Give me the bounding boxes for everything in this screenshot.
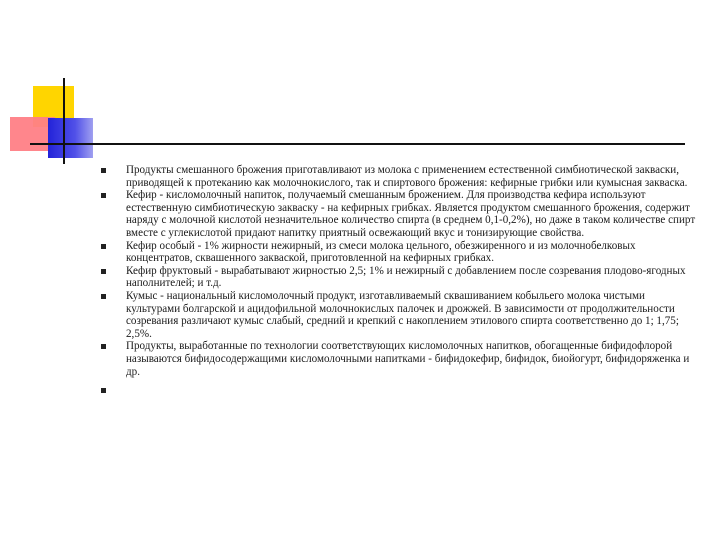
square-bullet-icon [101,269,106,274]
square-bullet-icon [101,244,106,249]
paragraph-text: Кумыс - национальный кисломолочный продукт, изготавливаемый сквашиванием кобыльего молока чистыми культурами болгарской и ацидофильной молочнокислых палочек и дрожжей. В зависимости от продолжительности созревания различают кумыс слабый, средний и крепкий с накоплением этилового спирта соответственно до 1; 1,75; 2,5%. [126,289,679,340]
slide-logo-decoration [0,0,720,170]
paragraph-text: Продукты смешанного брожения приготавливают из молока с применением естественной симбиотической закваски, приводящей к протеканию как молочнокислого, так и спиртового брожения: кефирные грибки или кумысная закваска. [126,164,688,189]
square-bullet-icon [101,344,106,349]
list-item-empty [101,384,701,397]
blue-gradient-square [48,118,93,158]
vertical-rule [63,78,65,164]
square-bullet-icon [101,388,106,393]
paragraph-text: Кефир - кисломолочный напиток, получаемый смешанным брожением. Для производства кефира используют естественную симбиотическую закваску - на кефирных грибках. Является продуктом смешанного брожения, содержит наряду с молочной кислотой незначительное количество спирта (в среднем 0,1-0,2%), но даже в таком количестве спирт вместе с углекислотой придают напитку приятный освежающий вкус и тонизирующие свойства. [126,189,696,239]
list-item [101,240,701,265]
square-bullet-icon [101,168,106,173]
list-item [101,265,701,290]
bullet-list [101,164,701,397]
square-bullet-icon [101,193,106,198]
square-bullet-icon [101,294,106,299]
list-item [101,164,701,189]
paragraph-text: Продукты, выработанные по технологии соответствующих кисломолочных напитков, обогащенные бифидофлорой называются бифидосодержащими кисломолочными напитками - бифидокефир, бифидок, биойогурт, бифидоряженка и др. [126,340,690,378]
horizontal-rule [30,143,685,145]
paragraph-text: Кефир особый - 1% жирности нежирный, из смеси молока цельного, обезжиренного и из молочнобелковых концентратов, сквашенного закваской, приготовленной на кефирных грибках. [126,239,636,265]
list-item [101,340,701,378]
list-item [101,290,701,340]
list-item [101,189,701,239]
paragraph-text: Кефир фруктовый - вырабатывают жирностью 2,5; 1% и нежирный с добавлением после созревания плодово-ягодных наполнителей; и т.д. [126,264,686,290]
